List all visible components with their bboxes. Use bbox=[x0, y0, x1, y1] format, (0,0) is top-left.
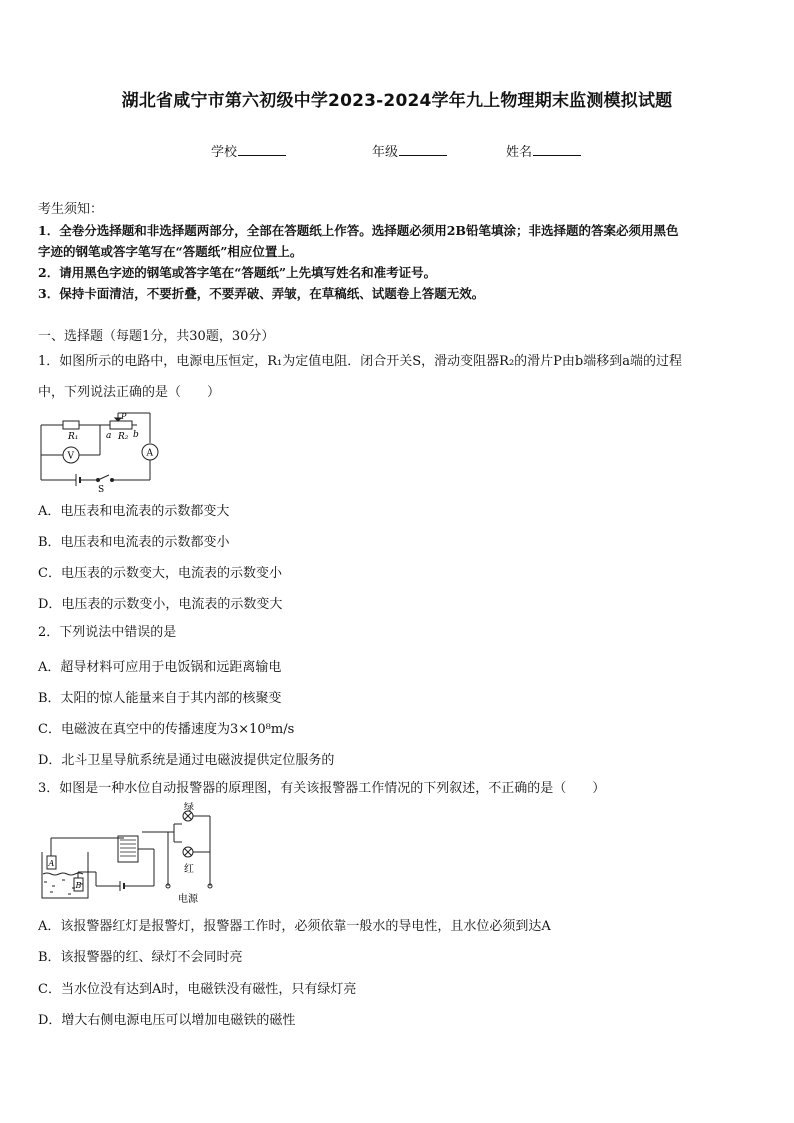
red-label: 红 bbox=[184, 864, 194, 875]
q2-option-d[interactable]: D．北斗卫星导航系统是通过电磁波提供定位服务的 bbox=[38, 753, 335, 768]
q1-option-d[interactable]: D．电压表的示数变小，电流表的示数变大 bbox=[38, 597, 283, 612]
electrode-b-label: B bbox=[75, 881, 82, 890]
r1-label: R₁ bbox=[68, 432, 79, 442]
r1-resistor bbox=[63, 421, 79, 429]
grade-label: 年级 bbox=[372, 145, 399, 160]
green-label: 绿 bbox=[184, 802, 194, 813]
q2-option-b[interactable]: B．太阳的惊人能量来自于其内部的核聚变 bbox=[38, 691, 282, 706]
school-label: 学校 bbox=[211, 145, 238, 160]
q1-option-c[interactable]: C．电压表的示数变大，电流表的示数变小 bbox=[38, 566, 282, 581]
ammeter-label: A bbox=[146, 448, 153, 459]
p-label: P bbox=[121, 412, 127, 421]
q3-option-d[interactable]: D．增大右侧电源电压可以增加电磁铁的磁性 bbox=[38, 1013, 296, 1028]
b-end-label: b bbox=[133, 430, 139, 440]
voltmeter-label: V bbox=[67, 451, 74, 462]
page-title: 湖北省咸宁市第六初级中学2023-2024学年九上物理期末监测模拟试题 bbox=[121, 91, 673, 111]
r2-label: R₂ bbox=[118, 432, 129, 442]
notice-item-3: 3．保持卡面清洁，不要折叠，不要弄破、弄皱，在草稿纸、试题卷上答题无效。 bbox=[38, 286, 485, 301]
q1-option-b[interactable]: B．电压表和电流表的示数都变小 bbox=[38, 535, 230, 550]
a-end-label: a bbox=[106, 431, 112, 441]
switch-label: S bbox=[98, 485, 105, 494]
electrode-a-label: A bbox=[48, 859, 55, 868]
q1-option-a[interactable]: A．电压表和电流表的示数都变大 bbox=[38, 504, 230, 519]
notice-item-1: 1．全卷分选择题和非选择题两部分，全部在答题纸上作答。选择题必须用2B铅笔填涂；非选择题的答案必须用黑色 bbox=[38, 223, 679, 238]
q1-circuit-figure bbox=[38, 410, 162, 494]
section-heading: 一、选择题（每题1分，共30题，30分） bbox=[38, 329, 275, 344]
q3-stem: 3．如图是一种水位自动报警器的原理图，有关该报警器工作情况的下列叙述，不正确的是（ ） bbox=[38, 781, 606, 796]
grade-field bbox=[372, 141, 447, 160]
notice-item-2: 2．请用黑色字迹的钢笔或答字笔在“答题纸”上先填写姓名和准考证号。 bbox=[38, 265, 437, 280]
q3-water-alarm-figure bbox=[38, 802, 220, 908]
q2-option-c[interactable]: C．电磁波在真空中的传播速度为3×10⁸m/s bbox=[38, 722, 295, 737]
q2-option-a[interactable]: A．超导材料可应用于电饭锅和远距离输电 bbox=[38, 660, 282, 675]
r2-resistor bbox=[110, 421, 132, 429]
q1-stem-line2: 中，下列说法正确的是（ ） bbox=[38, 385, 221, 400]
q3-option-b[interactable]: B．该报警器的红、绿灯不会同时亮 bbox=[38, 950, 243, 965]
notice-item-1-cont: 字迹的钢笔或答字笔写在“答题纸”相应位置上。 bbox=[38, 244, 303, 259]
power-source-label: 电源 bbox=[178, 894, 198, 905]
grade-blank[interactable] bbox=[399, 143, 447, 156]
name-field bbox=[506, 141, 581, 160]
q1-stem-line1: 1．如图所示的电路中，电源电压恒定，R₁为定值电阻．闭合开关S，滑动变阻器R₂的滑片P由b端移到a端的过程 bbox=[38, 354, 682, 369]
school-blank[interactable] bbox=[238, 143, 286, 156]
school-field bbox=[211, 141, 286, 160]
q2-stem: 2．下列说法中错误的是 bbox=[38, 625, 177, 640]
name-blank[interactable] bbox=[533, 143, 581, 156]
name-label: 姓名 bbox=[506, 145, 533, 160]
notice-heading: 考生须知： bbox=[38, 202, 104, 217]
q3-option-c[interactable]: C．当水位没有达到A时，电磁铁没有磁性，只有绿灯亮 bbox=[38, 982, 357, 997]
q3-option-a[interactable]: A．该报警器红灯是报警灯，报警器工作时，必须依靠一般水的导电性，且水位必须到达A bbox=[38, 919, 551, 934]
